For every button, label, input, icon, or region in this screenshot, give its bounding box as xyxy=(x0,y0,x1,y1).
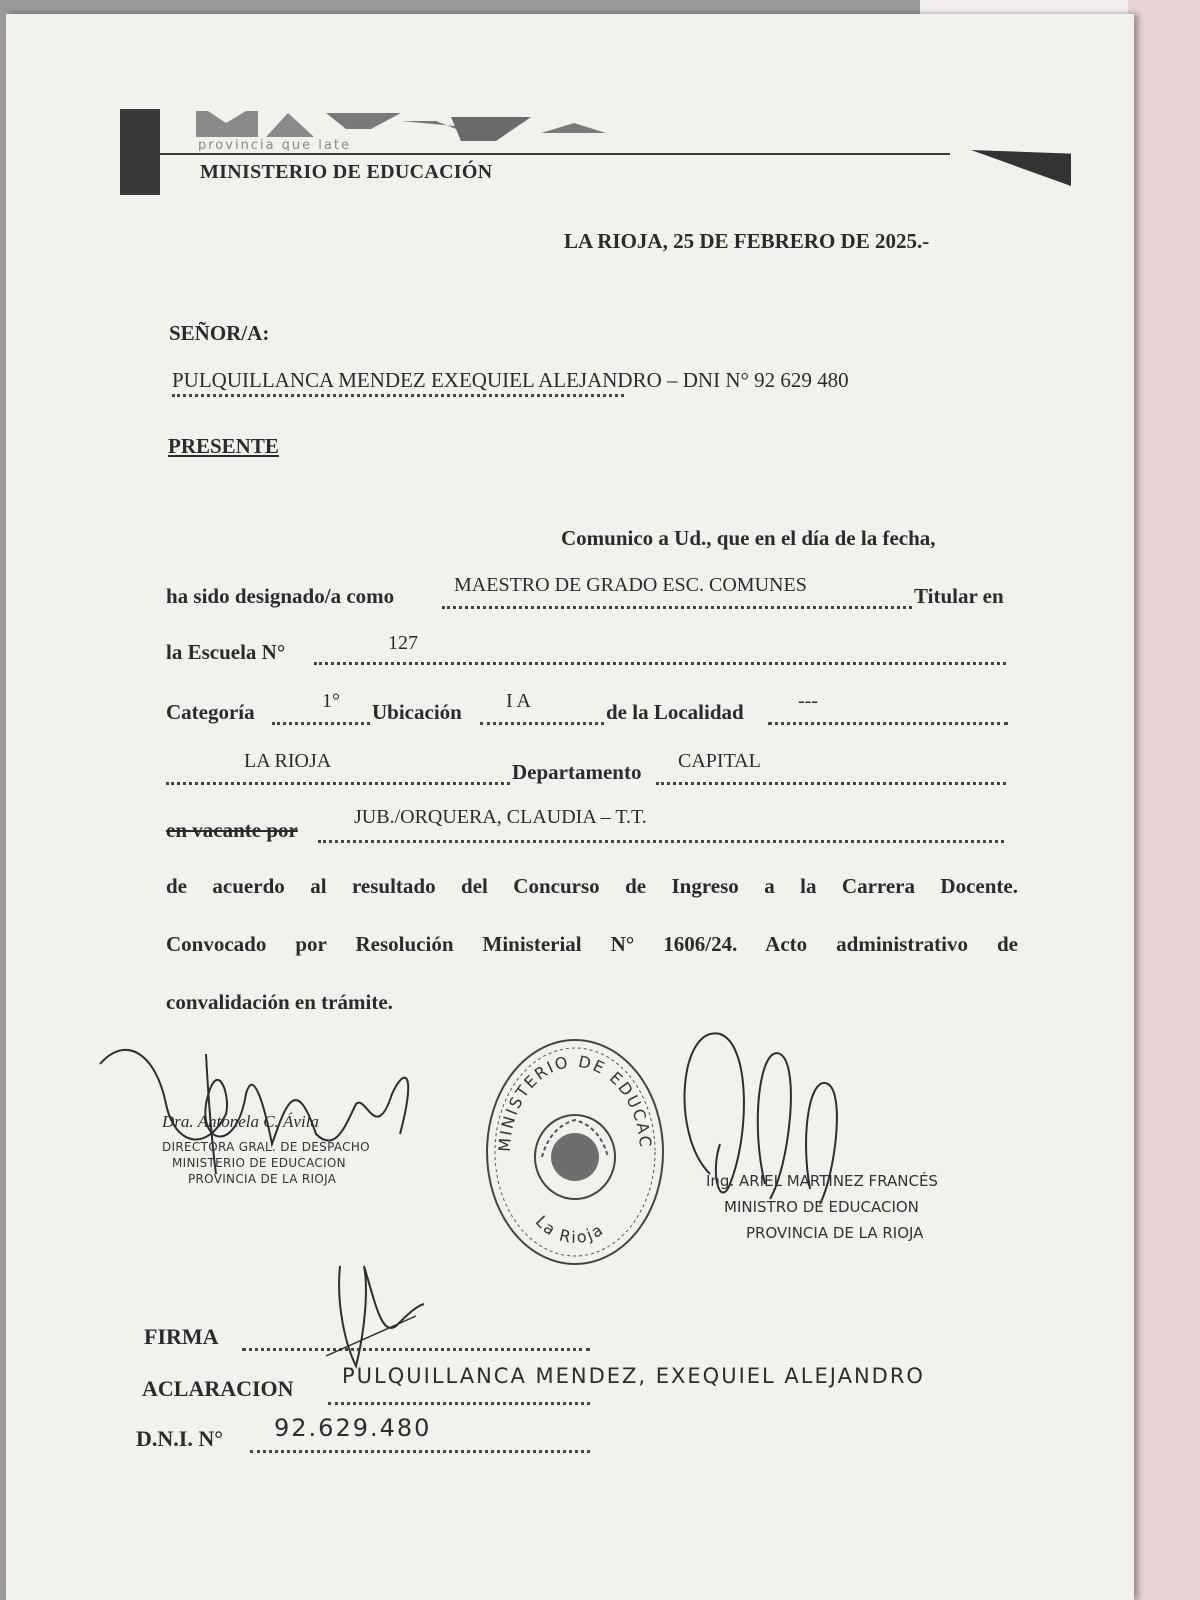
escuela-number: 127 xyxy=(388,632,418,654)
categoria-value: 1° xyxy=(322,690,340,712)
dni-dotted-line xyxy=(250,1450,590,1453)
left-signatory-org: MINISTERIO DE EDUCACION xyxy=(172,1156,346,1170)
departamento-label: Departamento xyxy=(512,760,642,784)
recipient-name: PULQUILLANCA MENDEZ EXEQUIEL ALEJANDRO – DNI N° 92 629 480 xyxy=(172,368,849,392)
paragraph-line-2: Convocado por Resolución Ministerial N° 1606/24. Acto administrativo de xyxy=(166,932,1018,956)
background-sheet-edge xyxy=(1128,0,1200,1600)
letterhead-bar xyxy=(120,109,160,195)
localidad-name: LA RIOJA xyxy=(244,750,332,772)
ministry-name: MINISTERIO DE EDUCACIÓN xyxy=(200,161,493,183)
letterhead-wedge xyxy=(971,150,1071,186)
aclaracion-label: ACLARACION xyxy=(142,1376,294,1401)
dni-label: D.N.I. N° xyxy=(136,1426,224,1451)
vacante-dotted-line xyxy=(318,840,1004,843)
seal-bottom-text: La Rioja xyxy=(531,1211,608,1247)
dni-handwritten: 92.629.480 xyxy=(274,1414,432,1442)
localidad-label: de la Localidad xyxy=(606,700,744,724)
ubicacion-dotted-line xyxy=(480,722,604,725)
date-line: LA RIOJA, 25 DE FEBRERO DE 2025.- xyxy=(564,229,930,253)
right-signatory-name: Ing. ARIEL MARTINEZ FRANCÉS xyxy=(706,1172,938,1190)
recipient-dotted-line xyxy=(172,394,624,397)
paragraph-line-1: de acuerdo al resultado del Concurso de Ingreso a la Carrera Docente. xyxy=(166,874,1018,898)
categoria-dotted-line xyxy=(272,722,370,725)
localidad-dotted-line xyxy=(768,722,1008,725)
titular-label: Titular en xyxy=(914,584,1004,608)
escuela-label: la Escuela N° xyxy=(166,640,286,664)
left-signatory-province: PROVINCIA DE LA RIOJA xyxy=(188,1172,337,1186)
ubicacion-value: I A xyxy=(506,690,531,712)
right-signatory-title: MINISTRO DE EDUCACION xyxy=(724,1198,919,1216)
government-logo xyxy=(196,109,616,156)
cargo-value: MAESTRO DE GRADO ESC. COMUNES xyxy=(454,574,807,596)
firma-label: FIRMA xyxy=(144,1324,219,1349)
left-signatory-name: Dra. Antonela C. Ávila xyxy=(162,1112,319,1131)
aclaracion-dotted-line xyxy=(328,1402,590,1405)
escuela-dotted-line xyxy=(314,662,1006,665)
cargo-dotted-line xyxy=(442,606,912,609)
designado-label: ha sido designado/a como xyxy=(166,584,395,608)
ubicacion-label: Ubicación xyxy=(372,700,462,724)
categoria-label: Categoría xyxy=(166,700,255,724)
paragraph-line-3: convalidación en trámite. xyxy=(166,990,393,1014)
localidad-value: --- xyxy=(798,690,818,712)
vacante-value: JUB./ORQUERA, CLAUDIA – T.T. xyxy=(354,806,647,828)
presente-heading: PRESENTE xyxy=(168,434,279,458)
intro-text: Comunico a Ud., que en el día de la fecha, xyxy=(561,526,936,550)
aclaracion-handwritten: PULQUILLANCA MENDEZ, EXEQUIEL ALEJANDRO xyxy=(342,1364,925,1388)
letter-page xyxy=(6,14,1134,1600)
localidad-name-dotted-line xyxy=(166,782,510,785)
recipient-handwritten-signature xyxy=(306,1246,436,1376)
departamento-value: CAPITAL xyxy=(678,750,761,772)
vacante-label: en vacante por xyxy=(166,818,298,842)
departamento-dotted-line xyxy=(656,782,1006,785)
ministry-seal xyxy=(480,1032,670,1277)
salutation: SEÑOR/A: xyxy=(169,321,270,345)
right-signatory-province: PROVINCIA DE LA RIOJA xyxy=(746,1224,924,1242)
seal-top-text: MINISTERIO DE EDUCAC xyxy=(494,1051,656,1153)
logo-tagline: provincia que late xyxy=(198,138,351,151)
left-signatory-title: DIRECTORA GRAL. DE DESPACHO xyxy=(162,1140,370,1154)
